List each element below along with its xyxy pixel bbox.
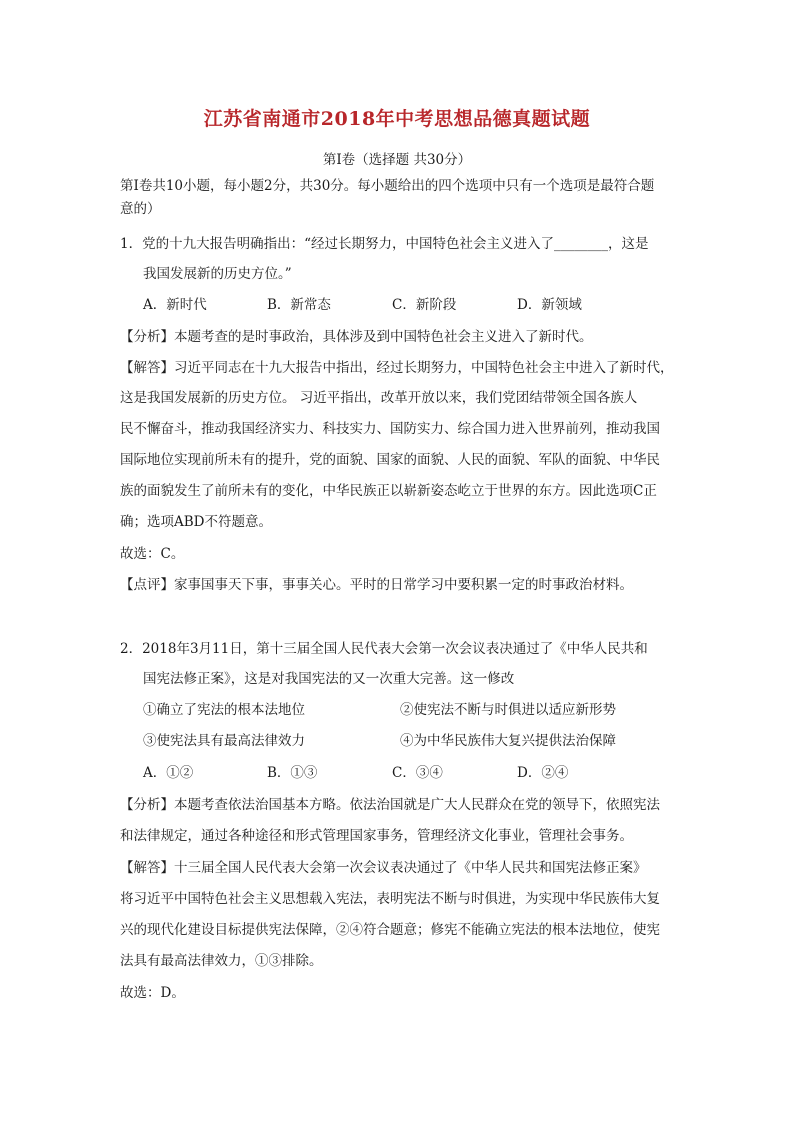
q2-choice: 故选：D。 — [120, 985, 185, 1001]
q1-answer-line-5: 族的面貌发生了前所未有的变化，中华民族正以崭新姿态屹立于世界的东方。因此选项C正 — [120, 483, 657, 499]
q2-analysis-line-1: 【分析】本题考查依法治国基本方略。依法治国就是广大人民群众在党的领导下，依照宪法 — [120, 797, 660, 813]
q2-option-c: C．③④ — [392, 765, 443, 781]
q1-option-b: B．新常态 — [267, 297, 331, 313]
q1-stem-line-2: 我国发展新的历史方位。” — [143, 266, 292, 282]
q1-option-d: D．新领域 — [517, 297, 582, 313]
q2-statement-1: ①确立了宪法的根本法地位 — [143, 702, 305, 718]
q2-answer-line-1: 【解答】十三届全国人民代表大会第一次会议表决通过了《中华人民共和国宪法修正案》 — [120, 860, 647, 876]
q2-option-d: D．②④ — [517, 765, 569, 781]
q2-stem-line-2: 国宪法修正案》，这是对我国宪法的又一次重大完善。这一修改 — [143, 671, 515, 687]
q1-answer-line-2: 这是我国发展新的历史方位。 习近平指出，改革开放以来，我们党团结带领全国各族人 — [120, 390, 638, 406]
q2-statement-3: ③使宪法具有最高法律效力 — [143, 733, 305, 749]
q2-answer-line-3: 兴的现代化建设目标提供宪法保障，②④符合题意；修宪不能确立宪法的根本法地位，使宪 — [120, 922, 660, 938]
q1-option-a: A．新时代 — [143, 297, 207, 313]
q1-choice: 故选：C。 — [120, 546, 185, 562]
q1-answer-line-4: 国际地位实现前所未有的提升，党的面貌、国家的面貌、人民的面貌、军队的面貌、中华民 — [120, 452, 660, 468]
q1-answer-line-1: 【解答】习近平同志在十九大报告中指出，经过长期努力，中国特色社会主中进入了新时代， — [120, 360, 674, 376]
instructions-line-1: 第Ⅰ卷共10小题，每小题2分，共30分。每小题给出的四个选项中只有一个选项是最符合题 — [120, 178, 655, 194]
q2-stem-line-1: 2．2018年3月11日，第十三届全国人民代表大会第一次会议表决通过了《中华人民共和 — [120, 641, 648, 657]
q2-option-a: A．①② — [143, 765, 194, 781]
instructions-line-2: 意的） — [120, 201, 161, 217]
q2-answer-line-4: 法具有最高法律效力，①③排除。 — [120, 953, 323, 969]
q2-analysis-line-2: 和法律规定，通过各种途径和形式管理国家事务，管理经济文化事业，管理社会事务。 — [120, 828, 633, 844]
section-heading: 第Ⅰ卷（选择题 共30分） — [322, 152, 472, 168]
q2-statement-2: ②使宪法不断与时俱进以适应新形势 — [400, 702, 616, 718]
q1-comment: 【点评】家事国事天下事，事事关心。平时的日常学习中要积累一定的时事政治材料。 — [120, 577, 633, 593]
q1-analysis: 【分析】本题考查的是时事政治，具体涉及到中国特色社会主义进入了新时代。 — [120, 329, 593, 345]
q2-statement-4: ④为中华民族伟大复兴提供法治保障 — [400, 733, 616, 749]
q2-answer-line-2: 将习近平中国特色社会主义思想载入宪法，表明宪法不断与时俱进，为实现中华民族伟大复 — [120, 891, 660, 907]
q1-answer-line-6: 确；选项ABD不符题意。 — [120, 514, 272, 530]
q1-stem-line-1: 1．党的十九大报告明确指出：“经过长期努力，中国特色社会主义进入了________，这是 — [120, 236, 649, 252]
q1-answer-line-3: 民不懈奋斗，推动我国经济实力、科技实力、国防实力、综合国力进入世界前列，推动我国 — [120, 421, 660, 437]
q1-option-c: C．新阶段 — [392, 297, 457, 313]
q2-option-b: B．①③ — [267, 765, 318, 781]
document-title: 江苏省南通市2018年中考思想品德真题试题 — [203, 108, 591, 130]
